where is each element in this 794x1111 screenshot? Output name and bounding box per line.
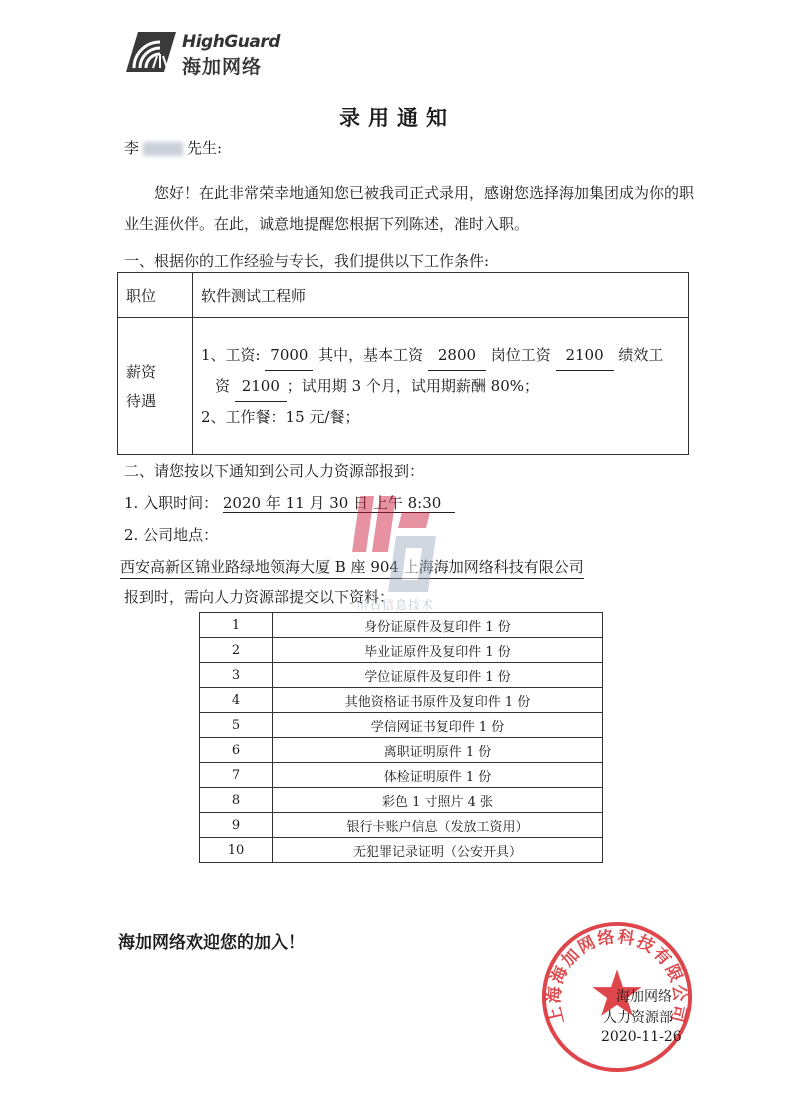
doc-item: 银行卡账户信息（发放工资用） <box>273 813 603 838</box>
logo-name-en: HighGuard <box>182 32 280 52</box>
doc-item: 其他资格证书原件及复印件 1 份 <box>273 688 603 713</box>
base-prefix: 其中，基本工资 <box>318 346 424 364</box>
welcome-message: 海加网络欢迎您的加入！ <box>118 933 305 953</box>
table-row <box>200 813 603 838</box>
logo-name-cn: 海加网络 <box>182 56 263 78</box>
conditions-table <box>117 272 689 455</box>
doc-item: 学位证原件及复印件 1 份 <box>273 663 603 688</box>
entry-time-value: 2020 年 11 月 30 日 上午 8:30 <box>223 494 455 513</box>
salary-details <box>193 318 689 455</box>
post-prefix: 岗位工资 <box>490 346 551 364</box>
table-row <box>200 613 603 638</box>
doc-item: 体检证明原件 1 份 <box>273 763 603 788</box>
doc-number: 3 <box>200 663 273 688</box>
section-2-heading: 二、请您按以下通知到公司人力资源部报到： <box>124 462 425 480</box>
doc-number: 4 <box>200 688 273 713</box>
doc-item: 彩色 1 寸照片 4 张 <box>273 788 603 813</box>
company-logo <box>124 28 284 76</box>
salary-line <box>201 340 680 371</box>
position-value: 软件测试工程师 <box>193 273 689 318</box>
company-address: 西安高新区锦业路绿地领海大厦 B 座 904 上海海加网络科技有限公司 <box>120 556 584 579</box>
table-row <box>200 663 603 688</box>
recipient-surname: 李 <box>124 139 140 157</box>
doc-item: 离职证明原件 1 份 <box>273 738 603 763</box>
doc-number: 7 <box>200 763 273 788</box>
watermark-logo-icon <box>340 492 450 596</box>
watermark-text: 川石信息技术 <box>355 598 434 612</box>
redacted-name <box>143 142 183 156</box>
page-title: 录用通知 <box>339 105 455 130</box>
doc-item: 毕业证原件及复印件 1 份 <box>273 638 603 663</box>
svg-text:上海海加网络科技有限公司: 上海海加网络科技有限公司 <box>543 925 691 1027</box>
doc-number: 6 <box>200 738 273 763</box>
watermark <box>340 492 450 616</box>
post-salary: 2100 <box>556 340 614 371</box>
salary-line-2 <box>201 371 680 402</box>
doc-number: 5 <box>200 713 273 738</box>
signature-department: 人力资源部 <box>603 1010 673 1026</box>
salary-label <box>118 318 193 455</box>
intro-paragraph: 您好！在此非常荣幸地通知您已被我司正式录用，感谢您选择海加集团成为你的职业生涯伙伴。在此，诚意地提醒您根据下列陈述，准时入职。 <box>124 184 695 233</box>
signature-company: 海加网络 <box>616 989 672 1005</box>
doc-number: 2 <box>200 638 273 663</box>
salary-label-line2: 待遇 <box>126 392 157 410</box>
perf-prefix: 绩效工 <box>618 346 664 364</box>
perf-salary: 2100 <box>235 371 287 402</box>
total-salary: 7000 <box>265 340 313 371</box>
doc-item: 学信网证书复印件 1 份 <box>273 713 603 738</box>
recipient-honorific: 先生: <box>187 139 223 157</box>
doc-item: 身份证原件及复印件 1 份 <box>273 613 603 638</box>
perf-prefix-2: 资 <box>215 377 231 395</box>
doc-number: 8 <box>200 788 273 813</box>
salary-prefix: 1、工资: <box>201 346 261 364</box>
table-row <box>200 838 603 863</box>
entry-time-label: 1. 入职时间： <box>124 494 219 512</box>
table-row <box>200 788 603 813</box>
doc-number: 10 <box>200 838 273 863</box>
probation-terms: ；试用期 3 个月，试用期薪酬 80%； <box>286 377 539 395</box>
location-label: 2. 公司地点： <box>124 526 219 544</box>
meal-line: 2、工作餐：15 元/餐； <box>201 408 360 426</box>
table-row <box>200 638 603 663</box>
logo-mark-icon <box>124 28 178 76</box>
table-row <box>200 688 603 713</box>
doc-item: 无犯罪记录证明（公安开具） <box>273 838 603 863</box>
table-row <box>200 763 603 788</box>
table-row <box>118 318 689 455</box>
submit-heading: 报到时，需向人力资源部提交以下资料： <box>124 588 395 606</box>
table-row <box>200 713 603 738</box>
signature-date: 2020-11-26 <box>601 1029 682 1045</box>
documents-table <box>199 612 603 863</box>
position-label: 职位 <box>118 273 193 318</box>
table-row <box>118 273 689 318</box>
greeting <box>124 137 222 158</box>
salary-label-line1: 薪资 <box>126 363 157 381</box>
doc-number: 1 <box>200 613 273 638</box>
section-1-heading: 一、根据你的工作经验与专长，我们提供以下工作条件: <box>124 252 490 270</box>
doc-number: 9 <box>200 813 273 838</box>
base-salary: 2800 <box>428 340 486 371</box>
table-row <box>200 738 603 763</box>
